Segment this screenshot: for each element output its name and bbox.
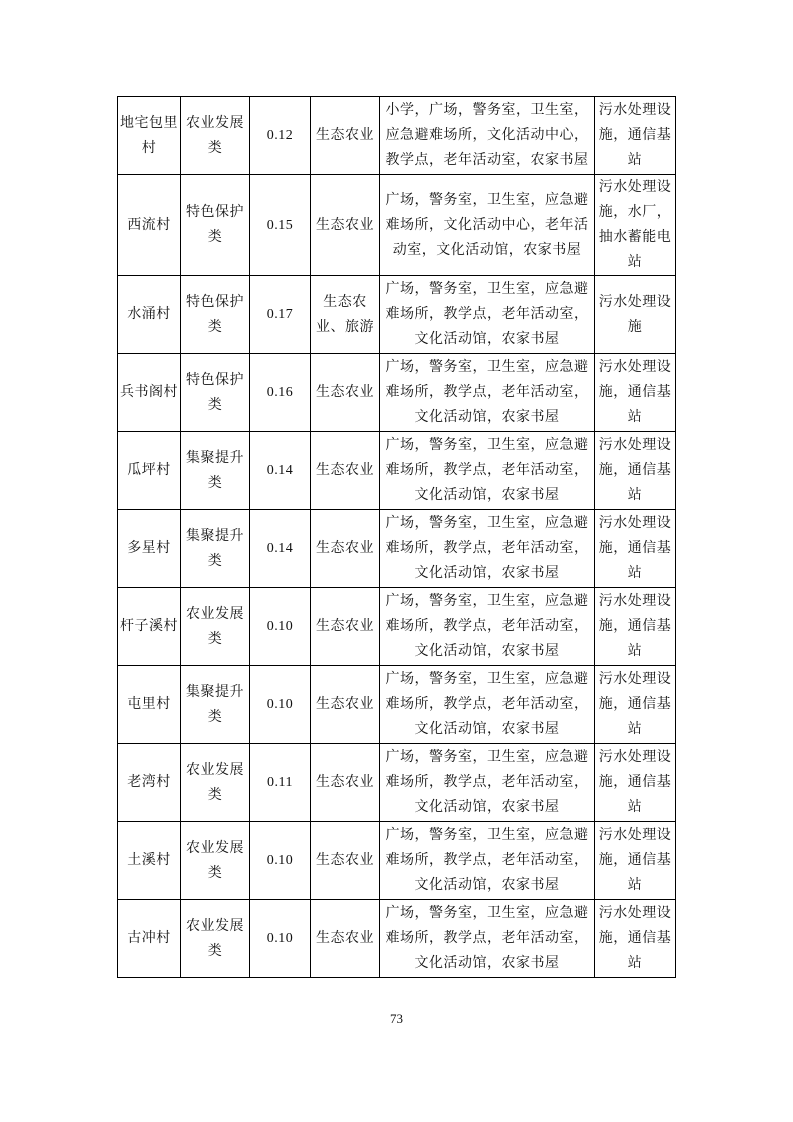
infrastructure-cell: 污水处理设施: [595, 276, 676, 354]
industry-cell: 生态农业: [311, 175, 380, 276]
table-row: [118, 276, 676, 354]
village-type-cell: 农业发展类: [181, 900, 250, 978]
area-value-cell: 0.11: [250, 744, 311, 822]
area-value-cell: 0.10: [250, 822, 311, 900]
table-row: [118, 900, 676, 978]
village-name-cell: 兵书阁村: [118, 354, 181, 432]
infrastructure-cell: 污水处理设施，通信基站: [595, 822, 676, 900]
village-name-cell: 瓜坪村: [118, 432, 181, 510]
area-value-cell: 0.16: [250, 354, 311, 432]
village-name-cell: 屯里村: [118, 666, 181, 744]
industry-cell: 生态农业: [311, 744, 380, 822]
industry-cell: 生态农业: [311, 666, 380, 744]
village-name-cell: 地宅包里村: [118, 97, 181, 175]
village-name-cell: 古冲村: [118, 900, 181, 978]
infrastructure-cell: 污水处理设施，通信基站: [595, 900, 676, 978]
village-name-cell: 水涌村: [118, 276, 181, 354]
area-value-cell: 0.17: [250, 276, 311, 354]
area-value-cell: 0.10: [250, 900, 311, 978]
area-value-cell: 0.15: [250, 175, 311, 276]
village-type-cell: 农业发展类: [181, 588, 250, 666]
infrastructure-cell: 污水处理设施，水厂，抽水蓄能电站: [595, 175, 676, 276]
industry-cell: 生态农业: [311, 97, 380, 175]
table-row: [118, 744, 676, 822]
industry-cell: 生态农业: [311, 900, 380, 978]
table-row: [118, 432, 676, 510]
village-type-cell: 集聚提升类: [181, 510, 250, 588]
facilities-cell: 广场，警务室，卫生室，应急避难场所，教学点，老年活动室，文化活动馆，农家书屋: [380, 900, 595, 978]
page-number: 73: [390, 1011, 403, 1026]
village-name-cell: 老湾村: [118, 744, 181, 822]
table-row: [118, 588, 676, 666]
industry-cell: 生态农业: [311, 432, 380, 510]
facilities-cell: 广场，警务室，卫生室，应急避难场所，教学点，老年活动室，文化活动馆，农家书屋: [380, 666, 595, 744]
facilities-cell: 广场，警务室，卫生室，应急避难场所，教学点，老年活动室，文化活动馆，农家书屋: [380, 510, 595, 588]
area-value-cell: 0.10: [250, 588, 311, 666]
table-row: [118, 354, 676, 432]
area-value-cell: 0.14: [250, 510, 311, 588]
village-name-cell: 土溪村: [118, 822, 181, 900]
infrastructure-cell: 污水处理设施，通信基站: [595, 588, 676, 666]
village-name-cell: 西流村: [118, 175, 181, 276]
facilities-cell: 广场，警务室，卫生室，应急避难场所，教学点，老年活动室，文化活动馆，农家书屋: [380, 822, 595, 900]
facilities-cell: 广场，警务室，卫生室，应急避难场所，文化活动中心，老年活动室，文化活动馆，农家书屋: [380, 175, 595, 276]
village-type-cell: 特色保护类: [181, 276, 250, 354]
industry-cell: 生态农业: [311, 822, 380, 900]
facilities-cell: 广场，警务室，卫生室，应急避难场所，教学点，老年活动室，文化活动馆，农家书屋: [380, 276, 595, 354]
industry-cell: 生态农业: [311, 588, 380, 666]
table-row: [118, 175, 676, 276]
infrastructure-cell: 污水处理设施，通信基站: [595, 354, 676, 432]
infrastructure-cell: 污水处理设施，通信基站: [595, 666, 676, 744]
village-name-cell: 多星村: [118, 510, 181, 588]
village-type-cell: 特色保护类: [181, 175, 250, 276]
infrastructure-cell: 污水处理设施，通信基站: [595, 97, 676, 175]
village-type-cell: 集聚提升类: [181, 666, 250, 744]
infrastructure-cell: 污水处理设施，通信基站: [595, 744, 676, 822]
table-row: [118, 510, 676, 588]
area-value-cell: 0.12: [250, 97, 311, 175]
village-type-cell: 集聚提升类: [181, 432, 250, 510]
area-value-cell: 0.14: [250, 432, 311, 510]
village-name-cell: 杆子溪村: [118, 588, 181, 666]
facilities-cell: 广场，警务室，卫生室，应急避难场所，教学点，老年活动室，文化活动馆，农家书屋: [380, 354, 595, 432]
infrastructure-cell: 污水处理设施，通信基站: [595, 510, 676, 588]
table-row: [118, 666, 676, 744]
facilities-cell: 小学，广场，警务室，卫生室，应急避难场所，文化活动中心，教学点，老年活动室，农家书屋: [380, 97, 595, 175]
infrastructure-cell: 污水处理设施，通信基站: [595, 432, 676, 510]
table-row: [118, 822, 676, 900]
industry-cell: 生态农业: [311, 510, 380, 588]
facilities-cell: 广场，警务室，卫生室，应急避难场所，教学点，老年活动室，文化活动馆，农家书屋: [380, 432, 595, 510]
industry-cell: 生态农业: [311, 354, 380, 432]
village-type-cell: 农业发展类: [181, 97, 250, 175]
facilities-cell: 广场，警务室，卫生室，应急避难场所，教学点，老年活动室，文化活动馆，农家书屋: [380, 588, 595, 666]
table-row: [118, 97, 676, 175]
table-body: [118, 97, 676, 978]
village-type-cell: 特色保护类: [181, 354, 250, 432]
facilities-cell: 广场，警务室，卫生室，应急避难场所，教学点，老年活动室，文化活动馆，农家书屋: [380, 744, 595, 822]
village-type-cell: 农业发展类: [181, 822, 250, 900]
village-planning-table: [117, 96, 676, 978]
industry-cell: 生态农业、旅游: [311, 276, 380, 354]
area-value-cell: 0.10: [250, 666, 311, 744]
village-type-cell: 农业发展类: [181, 744, 250, 822]
